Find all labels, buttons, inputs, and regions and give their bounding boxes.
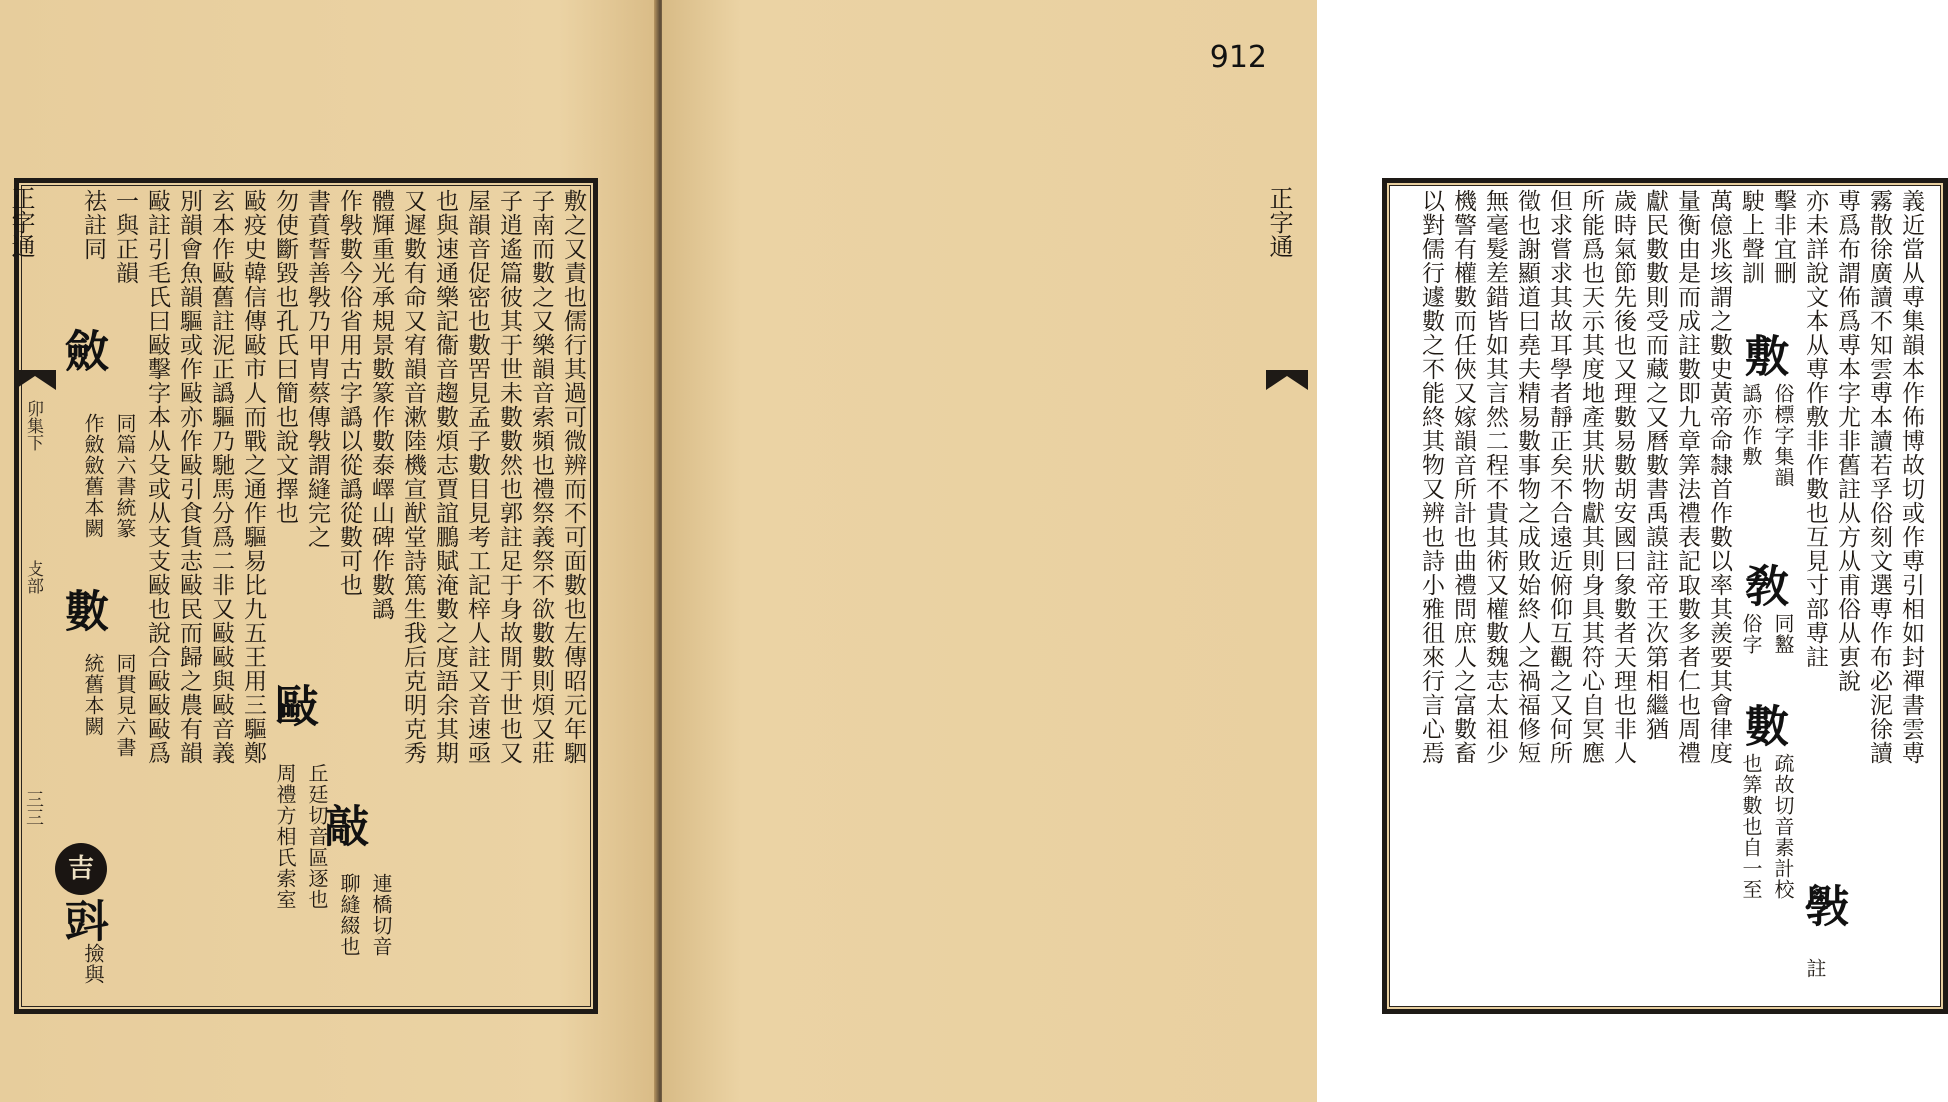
text-column: 屋韻音促密也數罟見孟子數目見考工記梓人註又音速亟 — [464, 189, 490, 765]
band-book-title: 正字通 — [7, 186, 35, 258]
text-column: 作斅數今俗省用古字譌以從譌從數可也 — [336, 189, 362, 597]
text-column: 所能爲也天示其度地產其狀物獻其則身具其符心自冥應 — [1578, 189, 1604, 765]
text-column: 徵也謝顯道曰堯夫精易數事物之成敗始終人之禍福修短 — [1514, 189, 1540, 765]
lian-note: 作斂斂舊本闕 — [81, 413, 105, 539]
text-column: 子南而數之又樂韻音索頻也禮祭義祭不欲數數則煩又莊 — [528, 189, 554, 765]
folio-number: 三三 — [23, 790, 44, 826]
text-column: 祛註同 — [80, 189, 106, 261]
text-column: 敺疫史韓信傳敺市人而戰之通作驅易比九五王用三驅鄭 — [240, 189, 266, 765]
text-column: 勿使斷毀也孔氏曰簡也說文擇也 — [272, 189, 298, 525]
qiao-note: 連橋切音 — [369, 873, 393, 957]
band-rule — [14, 183, 16, 1009]
jiao-note: 同盭 — [1771, 613, 1795, 655]
band-radical: 攴部 — [23, 560, 43, 594]
headword-qu: 敺 — [267, 683, 318, 727]
headword-qiao: 敲 — [317, 803, 368, 847]
text-column: 機警有權數而任俠又嫁韻音所計也曲禮問庶人之富數畜 — [1450, 189, 1476, 765]
shu-note: 同貫見六書 — [113, 653, 137, 758]
left-text-frame — [14, 178, 598, 1014]
text-column: 別韻會魚韻驅或作敺亦作敺引食貨志敺民而歸之農有韻 — [176, 189, 202, 765]
shu-note: 疏故切音素計校 — [1771, 753, 1795, 900]
text-column: 又遲數有命又宥韻音漱陸機宣猷堂詩篤生我后克明克秀 — [400, 189, 426, 765]
qu-note: 周禮方相氏索室 — [273, 763, 297, 910]
text-column: 無毫髮差錯皆如其言然二程不貴其術又權數魏志太祖少 — [1482, 189, 1508, 765]
text-column: 歲時氣節先後也又理數易數胡安國曰象數者天理也非人 — [1610, 189, 1636, 765]
fish-tail-mark — [1266, 370, 1308, 390]
text-column: 玄本作敺舊註泥正譌驅乃馳馬分爲二非又敺敺與敺音義 — [208, 189, 234, 765]
text-column: 子逍遙篇彼其于世未數數然也郭註足于身故閒于世也又 — [496, 189, 522, 765]
text-column: 敷之又責也儒行其過可微辨而不可面數也左傳昭元年駟 — [560, 189, 586, 765]
band-volume: 卯集下 — [23, 400, 43, 451]
text-column: 敺註引毛氏曰敺擊字本从殳或从支支敺也說合敺敺敺爲 — [144, 189, 170, 765]
text-column: 亦未詳說文本从尃作敷非作數也互見寸部尃註 — [1802, 189, 1828, 669]
text-column: 一與正韻 — [112, 189, 138, 285]
band-book-title: 正字通 — [1265, 186, 1293, 258]
text-column: 萬億兆垓謂之數史黃帝命隸首作數以率其羨要其會律度 — [1706, 189, 1732, 765]
lian-note: 同篇六書統篆 — [113, 413, 137, 539]
text-column: 以對儒行遽數之不能終其物又辨也詩小雅徂來行言心焉 — [1418, 189, 1444, 765]
headword-jiu: 㪷 — [57, 898, 108, 942]
jiu-note: 撿與 — [81, 943, 105, 985]
jiao-note: 俗字 — [1739, 613, 1763, 655]
page-number: 912 — [1209, 40, 1267, 75]
text-column: 但求嘗求其故耳學者靜正矣不合遠近俯仰互觀之又何所 — [1546, 189, 1572, 765]
fu-note: 俗標字集韻 — [1771, 383, 1795, 488]
headword-xiao: 斅 — [1797, 883, 1848, 927]
text-column: 也與速通樂記衞音趨數煩志賈誼鵬賦淹數之度語余其期 — [432, 189, 458, 765]
text-column: 駛上聲訓 — [1738, 189, 1764, 285]
right-text-frame — [1382, 178, 1948, 1014]
circled-stroke-marker: 吉 — [55, 843, 107, 895]
headword-lian: 斂 — [57, 328, 108, 372]
text-column: 書賁誓善斅乃甲胄蔡傳斅謂縫完之 — [304, 189, 330, 549]
qu-note: 丘廷切音區逐也 — [305, 763, 329, 910]
text-column: 量衡由是而成註數即九章筭法禮表記取數多者仁也周禮 — [1674, 189, 1700, 765]
shu-note: 統舊本闕 — [81, 653, 105, 737]
headword-jiao: 敎 — [1737, 563, 1788, 607]
xiao-note: 註 — [1803, 958, 1827, 979]
qiao-note: 聊縫綴也 — [337, 873, 361, 957]
text-column: 義近當从尃集韻本作佈博故切或作尃引相如封禪書雲尃 — [1898, 189, 1924, 765]
right-page — [662, 0, 1924, 1102]
headword-shu: 數 — [1737, 703, 1788, 747]
text-column: 體輝重光承規景數篆作數泰嶧山碑作數譌 — [368, 189, 394, 621]
left-page — [0, 0, 658, 1102]
headword-fu: 敷 — [1737, 333, 1788, 377]
text-column: 霧散徐廣讀不知雲尃本讀若孚俗刻文選尃作布必泥徐讀 — [1866, 189, 1892, 765]
headword-shu: 數 — [57, 588, 108, 632]
text-column: 獻民數數則受而藏之又曆數書禹謨註帝王次第相繼猶 — [1642, 189, 1668, 741]
text-column: 擊非宜刪 — [1770, 189, 1796, 285]
text-column: 尃爲布謂佈爲尃本字尤非舊註从方从甫俗从叀說 — [1834, 189, 1860, 693]
fu-note: 譌亦作敷 — [1739, 383, 1763, 467]
shu-note: 也筭數也自一至 — [1739, 753, 1763, 900]
